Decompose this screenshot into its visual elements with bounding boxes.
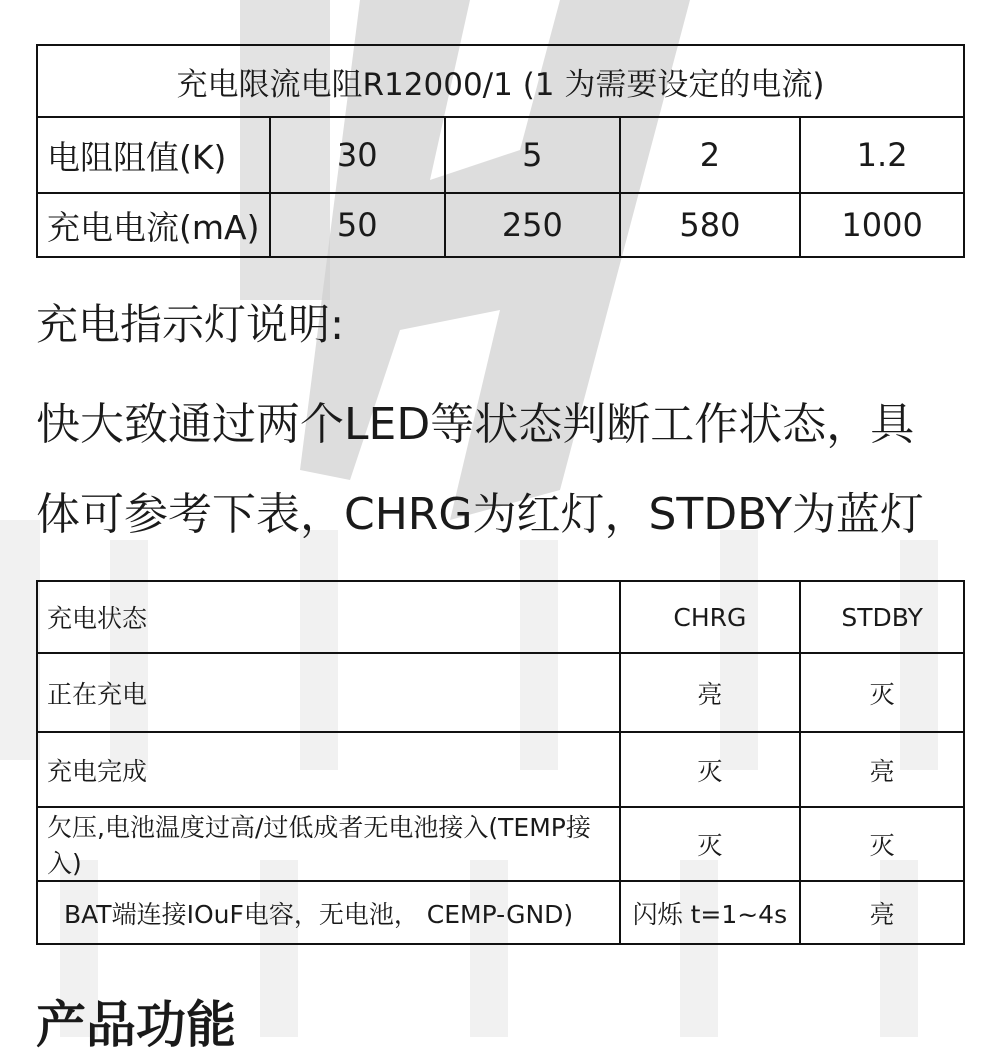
- current-value: 50: [270, 193, 446, 257]
- resistance-value: 5: [445, 117, 620, 193]
- stdby-cell: 亮: [800, 881, 964, 944]
- stdby-cell: 灭: [800, 653, 964, 732]
- current-value: 250: [445, 193, 620, 257]
- current-value: 580: [620, 193, 801, 257]
- resistance-value: 30: [270, 117, 446, 193]
- current-row-label: 充电电流(mA): [37, 193, 270, 257]
- led-status-table: [36, 580, 965, 945]
- chrg-header: CHRG: [620, 581, 801, 653]
- status-cell: 欠压,电池温度过高/过低成者无电池接入(TEMP接入): [37, 807, 620, 881]
- stdby-header: STDBY: [800, 581, 964, 653]
- indicator-description-line-1: 快大致通过两个LED等状态判断工作状态，具: [36, 399, 915, 450]
- current-limit-table-title: 充电限流电阻R12000/1 (1 为需要设定的电流): [37, 45, 964, 117]
- status-cell: 正在充电: [37, 653, 620, 732]
- resistance-row-label: 电阻阻值(K): [37, 117, 270, 193]
- indicator-description-line-2: 体可参考下表，CHRG为红灯，STDBY为蓝灯: [36, 489, 924, 540]
- chrg-cell: 灭: [620, 732, 801, 807]
- chrg-cell: 亮: [620, 653, 801, 732]
- product-features-title: 产品功能: [36, 996, 236, 1054]
- stdby-cell: 亮: [800, 732, 964, 807]
- resistance-value: 2: [620, 117, 801, 193]
- status-cell: BAT端连接IOuF电容，无电池， CEMP-GND): [37, 881, 620, 944]
- chrg-cell: 灭: [620, 807, 801, 881]
- resistance-value: 1.2: [800, 117, 964, 193]
- current-value: 1000: [800, 193, 964, 257]
- stdby-cell: 灭: [800, 807, 964, 881]
- status-cell: 充电完成: [37, 732, 620, 807]
- chrg-cell: 闪烁 t=1~4s: [620, 881, 801, 944]
- status-header: 充电状态: [37, 581, 620, 653]
- current-limit-table: [36, 44, 965, 258]
- indicator-heading: 充电指示灯说明:: [36, 300, 345, 349]
